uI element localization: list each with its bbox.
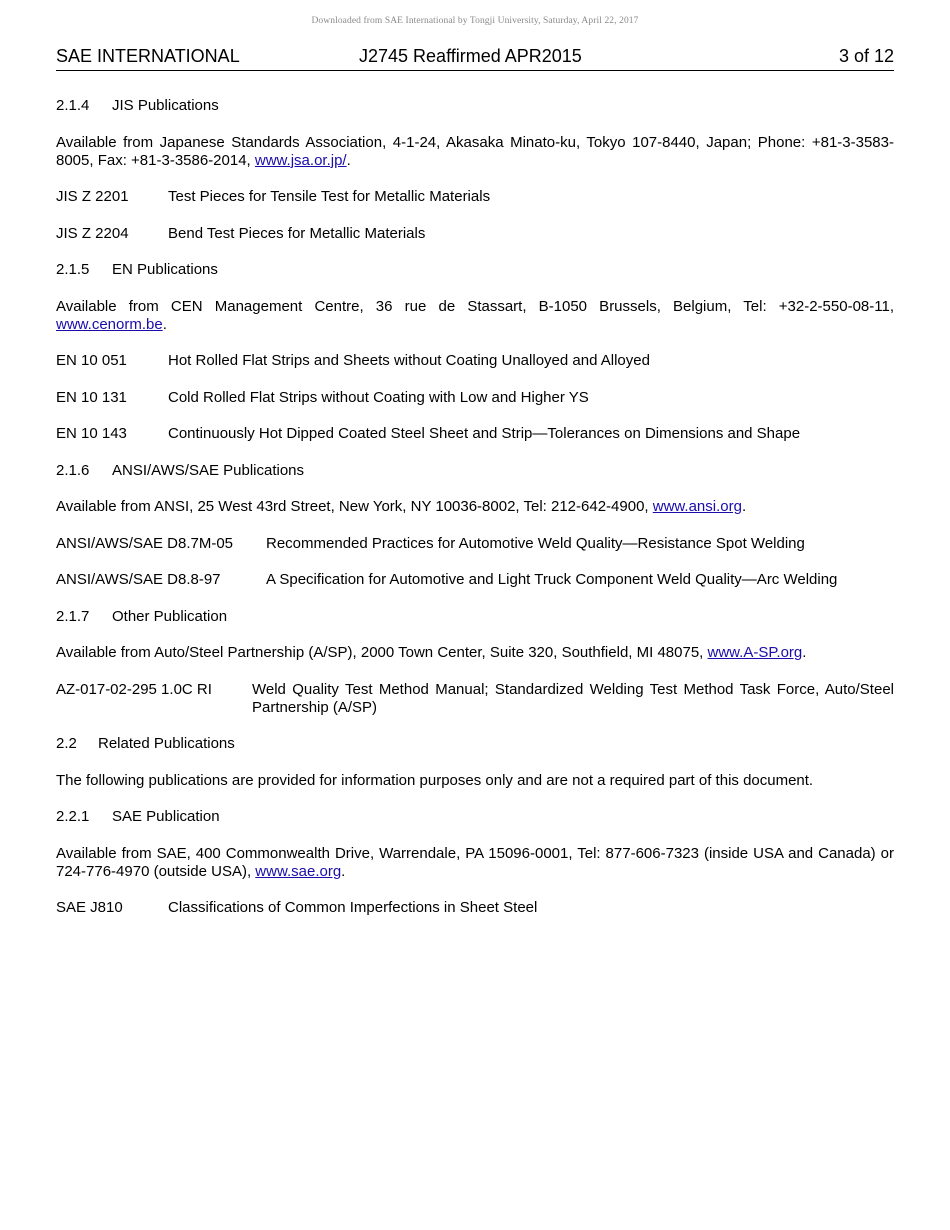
reference-entry	[56, 352, 894, 370]
reference-entry	[56, 389, 894, 407]
reference-title: Weld Quality Test Method Manual; Standardized Welding Test Method Task Force, Auto/Steel Partnership (A/SP)	[252, 680, 894, 716]
jsa-link[interactable]: www.jsa.or.jp/	[254, 151, 347, 169]
period: .	[802, 644, 807, 661]
period: .	[162, 315, 167, 333]
cenorm-link[interactable]: www.cenorm.be	[56, 315, 163, 333]
availability-text: Available from Auto/Steel Partnership (A/SP), 2000 Town Center, Suite 320, Southfield, MI 48075,	[56, 644, 708, 661]
section-title: Other Publication	[112, 607, 228, 625]
header-organization: SAE INTERNATIONAL	[56, 46, 240, 66]
availability-text: Available from ANSI, 25 West 43rd Street, New York, NY 10036-8002, Tel: 212-642-4900,	[56, 498, 653, 515]
reference-entry	[56, 681, 894, 717]
section-title: SAE Publication	[112, 808, 220, 825]
reference-title: Test Pieces for Tensile Test for Metallic Materials	[168, 188, 491, 205]
reference-code: SAE J810	[56, 899, 123, 916]
reference-code: ANSI/AWS/SAE D8.7M-05	[56, 534, 233, 552]
section-heading-2-1-4	[56, 97, 894, 115]
section-heading-2-1-5	[56, 261, 894, 279]
availability-paragraph-ansi	[56, 498, 894, 516]
reference-code: JIS Z 2201	[56, 188, 129, 205]
header-document-id: J2745 Reaffirmed APR2015	[359, 46, 582, 66]
availability-text: Available from SAE, 400 Commonwealth Drive, Warrendale, PA 15096-0001, Tel: 877-606-7323 (inside USA and Canada) or 724-776-4970 (outside USA),	[56, 844, 894, 880]
availability-paragraph-en	[56, 298, 894, 334]
availability-paragraph-asp	[56, 644, 894, 662]
availability-text: Available from Japanese Standards Association, 4-1-24, Akasaka Minato-ku, Tokyo 107-8440, Japan; Phone: +81-3-3583-8005, Fax: +81-3-3586-2014,	[56, 133, 894, 169]
reference-title: Recommended Practices for Automotive Weld Quality—Resistance Spot Welding	[266, 534, 805, 552]
reference-code: EN 10 131	[56, 388, 127, 406]
section-title: Related Publications	[98, 735, 235, 752]
section-number: 2.1.5	[56, 261, 90, 278]
availability-paragraph-sae	[56, 845, 894, 881]
availability-text: Available from CEN Management Centre, 36 rue de Stassart, B-1050 Brussels, Belgium, Tel: +32-2-550-08-11,	[56, 297, 894, 315]
reference-code: ANSI/AWS/SAE D8.8-97	[56, 571, 221, 588]
section-heading-2-1-7	[56, 608, 894, 626]
section-title: EN Publications	[112, 261, 218, 278]
reference-title: Bend Test Pieces for Metallic Materials	[168, 224, 426, 242]
period: .	[341, 862, 346, 880]
reference-title: Hot Rolled Flat Strips and Sheets without Coating Unalloyed and Alloyed	[168, 352, 650, 369]
section-heading-2-2	[56, 735, 894, 753]
asp-link[interactable]: www.A-SP.org	[707, 644, 803, 661]
section-number: 2.2.1	[56, 808, 90, 825]
availability-paragraph-jis	[56, 134, 894, 170]
reference-code: EN 10 051	[56, 352, 127, 369]
period: .	[741, 498, 747, 515]
related-publications-note: The following publications are provided for information purposes only and are not a required part of this document.	[56, 771, 814, 789]
reference-title: A Specification for Automotive and Light Truck Component Weld Quality—Arc Welding	[266, 571, 838, 588]
section-number: 2.2	[56, 735, 77, 752]
document-body	[56, 97, 894, 936]
header-divider	[56, 70, 894, 71]
reference-title: Cold Rolled Flat Strips without Coating with Low and Higher YS	[168, 388, 589, 406]
section-number: 2.1.6	[56, 461, 90, 479]
reference-code: AZ-017-02-295 1.0C RI	[56, 680, 212, 698]
section-number: 2.1.4	[56, 97, 90, 114]
reference-entry	[56, 425, 894, 443]
download-watermark: Downloaded from SAE International by Tongji University, Saturday, April 22, 2017	[311, 16, 639, 26]
section-heading-2-2-1	[56, 808, 894, 826]
reference-entry	[56, 535, 894, 553]
section-number: 2.1.7	[56, 607, 90, 625]
section-heading-2-1-6	[56, 462, 894, 480]
header-page-number: 3 of 12	[838, 46, 894, 66]
section-title: JIS Publications	[112, 97, 219, 114]
reference-code: EN 10 143	[56, 425, 127, 442]
page-header	[56, 46, 894, 70]
reference-title: Continuously Hot Dipped Coated Steel Sheet and Strip—Tolerances on Dimensions and Shape	[168, 425, 801, 442]
period: .	[346, 151, 351, 169]
reference-entry	[56, 899, 894, 917]
reference-code: JIS Z 2204	[56, 224, 129, 242]
reference-entry	[56, 225, 894, 243]
reference-title: Classifications of Common Imperfections in Sheet Steel	[168, 899, 538, 916]
section-title: ANSI/AWS/SAE Publications	[112, 461, 305, 479]
reference-entry	[56, 571, 894, 589]
reference-entry	[56, 188, 894, 206]
sae-link[interactable]: www.sae.org	[255, 862, 342, 880]
ansi-link[interactable]: www.ansi.org	[652, 498, 742, 515]
